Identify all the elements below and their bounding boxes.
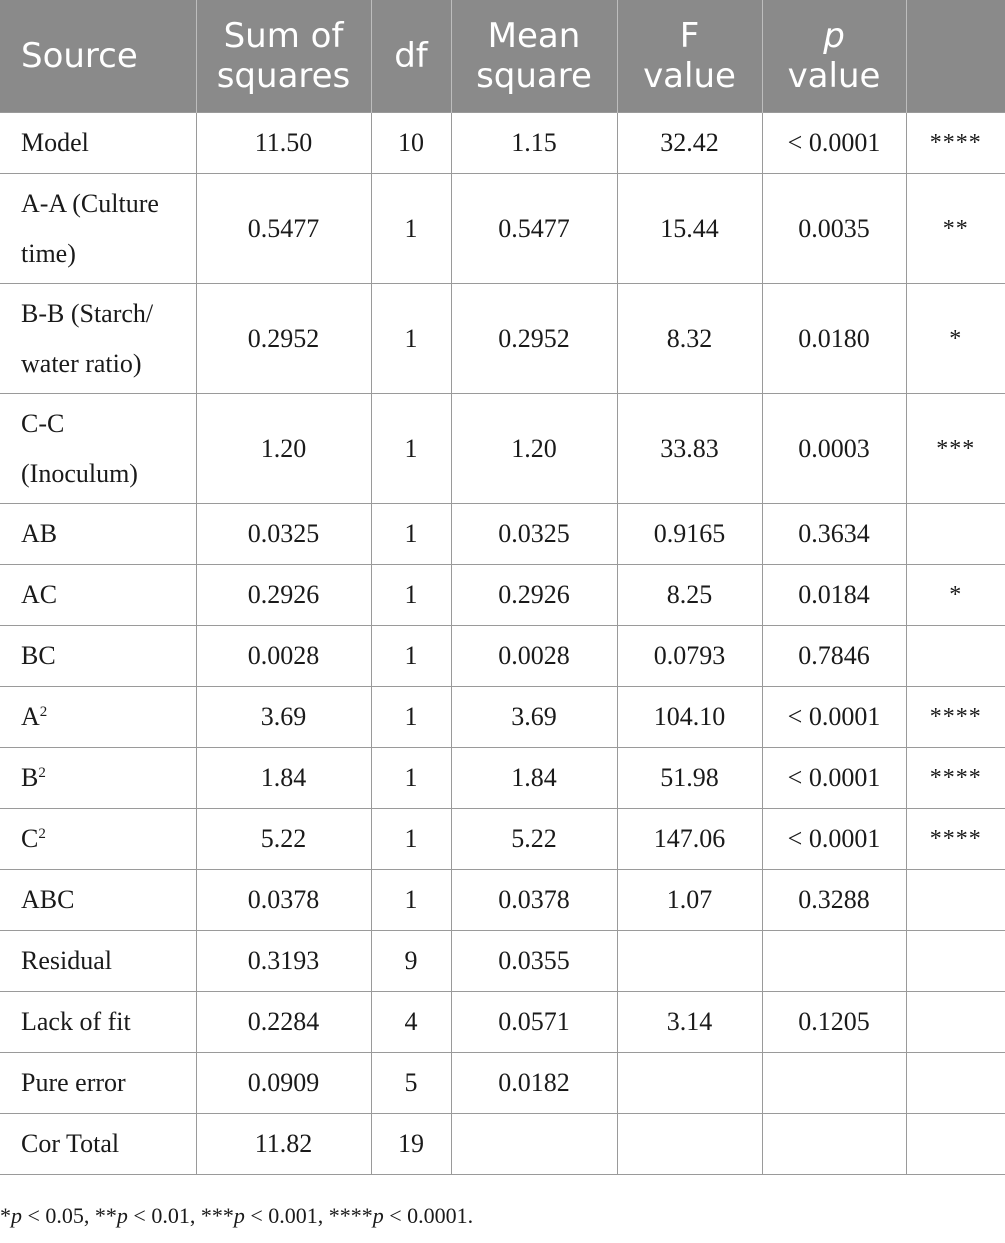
cell-source — [0, 626, 196, 687]
cell-source — [0, 113, 196, 174]
superscript: 2 — [38, 765, 46, 781]
cell-df: 1 — [371, 626, 451, 687]
cell-mean-square: 0.2926 — [451, 565, 617, 626]
footnote-threshold: < 0.05, — [22, 1203, 95, 1228]
source-label: B-B (Starch/ — [21, 298, 154, 328]
cell-sum-of-squares: 0.0028 — [196, 626, 371, 687]
cell-f-value: 51.98 — [617, 748, 762, 809]
cell-source — [0, 992, 196, 1053]
cell-source — [0, 565, 196, 626]
cell-significance: *** — [906, 394, 1005, 504]
cell-df: 1 — [371, 870, 451, 931]
table-row — [0, 1053, 1005, 1114]
cell-significance: **** — [906, 809, 1005, 870]
cell-source — [0, 1053, 196, 1114]
source-label: time) — [21, 238, 76, 268]
cell-source — [0, 1114, 196, 1175]
cell-f-value: 0.0793 — [617, 626, 762, 687]
cell-significance — [906, 1053, 1005, 1114]
header-df: df — [371, 0, 451, 113]
cell-df: 1 — [371, 174, 451, 284]
cell-source — [0, 870, 196, 931]
cell-source — [0, 284, 196, 394]
cell-source — [0, 809, 196, 870]
header-sum-of-squares: Sum of squares — [196, 0, 371, 113]
cell-p-value: < 0.0001 — [762, 748, 906, 809]
cell-p-value — [762, 931, 906, 992]
source-label: Model — [21, 128, 89, 157]
cell-mean-square: 1.20 — [451, 394, 617, 504]
cell-sum-of-squares: 0.2952 — [196, 284, 371, 394]
table-row — [0, 626, 1005, 687]
cell-sum-of-squares: 0.2926 — [196, 565, 371, 626]
cell-df: 1 — [371, 748, 451, 809]
cell-f-value: 1.07 — [617, 870, 762, 931]
footnote-p: p — [233, 1203, 245, 1228]
cell-p-value: 0.1205 — [762, 992, 906, 1053]
cell-p-value: 0.0035 — [762, 174, 906, 284]
cell-significance — [906, 626, 1005, 687]
cell-mean-square: 3.69 — [451, 687, 617, 748]
cell-p-value: < 0.0001 — [762, 113, 906, 174]
cell-f-value: 8.32 — [617, 284, 762, 394]
header-source: Source — [0, 0, 196, 113]
cell-df: 5 — [371, 1053, 451, 1114]
header-f-value: F value — [617, 0, 762, 113]
source-label: Cor Total — [21, 1129, 120, 1158]
cell-f-value — [617, 1114, 762, 1175]
cell-sum-of-squares: 1.20 — [196, 394, 371, 504]
cell-p-value — [762, 1114, 906, 1175]
cell-mean-square: 0.0325 — [451, 504, 617, 565]
table-row — [0, 504, 1005, 565]
table-row — [0, 174, 1005, 284]
cell-f-value — [617, 931, 762, 992]
footnote-p: p — [372, 1203, 384, 1228]
cell-df: 19 — [371, 1114, 451, 1175]
cell-sum-of-squares: 0.0378 — [196, 870, 371, 931]
source-label: (Inoculum) — [21, 458, 138, 488]
cell-df: 1 — [371, 687, 451, 748]
footnote-stars: * — [0, 1203, 11, 1228]
source-label: C — [21, 824, 39, 853]
cell-df: 1 — [371, 565, 451, 626]
superscript: 2 — [39, 704, 48, 720]
table-row — [0, 748, 1005, 809]
cell-p-value: 0.7846 — [762, 626, 906, 687]
cell-mean-square: 1.84 — [451, 748, 617, 809]
footnote-threshold: < 0.01, — [127, 1203, 201, 1228]
cell-f-value — [617, 1053, 762, 1114]
footnote-stars: *** — [200, 1203, 234, 1228]
cell-mean-square — [451, 1114, 617, 1175]
source-label: Pure error — [21, 1068, 126, 1097]
cell-sum-of-squares: 1.84 — [196, 748, 371, 809]
cell-sum-of-squares: 0.5477 — [196, 174, 371, 284]
footnote-stars: **** — [328, 1203, 373, 1228]
source-label: water ratio) — [21, 348, 142, 378]
footnote-threshold: < 0.001, — [244, 1203, 329, 1228]
header-p-value: p value — [762, 0, 906, 113]
cell-df: 1 — [371, 394, 451, 504]
cell-df: 1 — [371, 504, 451, 565]
source-label: ABC — [21, 885, 75, 914]
source-label: A-A (Culture — [21, 188, 159, 218]
cell-f-value: 3.14 — [617, 992, 762, 1053]
cell-p-value: < 0.0001 — [762, 809, 906, 870]
cell-p-value: < 0.0001 — [762, 687, 906, 748]
footnote-p: p — [116, 1203, 128, 1228]
significance-footnote — [0, 1203, 473, 1229]
cell-sum-of-squares: 5.22 — [196, 809, 371, 870]
cell-source — [0, 394, 196, 504]
cell-significance: **** — [906, 113, 1005, 174]
cell-significance — [906, 870, 1005, 931]
table-row — [0, 809, 1005, 870]
cell-f-value: 8.25 — [617, 565, 762, 626]
source-label: AB — [21, 519, 58, 548]
cell-p-value: 0.3634 — [762, 504, 906, 565]
table-row — [0, 565, 1005, 626]
cell-p-value: 0.0003 — [762, 394, 906, 504]
cell-mean-square: 0.0355 — [451, 931, 617, 992]
table-row — [0, 870, 1005, 931]
cell-significance: ** — [906, 174, 1005, 284]
cell-source — [0, 748, 196, 809]
cell-df: 9 — [371, 931, 451, 992]
cell-sum-of-squares: 0.0325 — [196, 504, 371, 565]
superscript: 2 — [38, 826, 46, 842]
cell-f-value: 33.83 — [617, 394, 762, 504]
cell-p-value: 0.0184 — [762, 565, 906, 626]
cell-mean-square: 1.15 — [451, 113, 617, 174]
source-label: C-C — [21, 408, 65, 438]
cell-f-value: 104.10 — [617, 687, 762, 748]
table-header — [0, 0, 1005, 113]
cell-mean-square: 0.0182 — [451, 1053, 617, 1114]
cell-p-value: 0.3288 — [762, 870, 906, 931]
table-body — [0, 113, 1005, 1175]
cell-source — [0, 504, 196, 565]
cell-mean-square: 5.22 — [451, 809, 617, 870]
cell-df: 1 — [371, 284, 451, 394]
table-row — [0, 992, 1005, 1053]
cell-mean-square: 0.5477 — [451, 174, 617, 284]
cell-significance — [906, 992, 1005, 1053]
table-row — [0, 931, 1005, 992]
cell-mean-square: 0.2952 — [451, 284, 617, 394]
cell-sum-of-squares: 11.82 — [196, 1114, 371, 1175]
cell-significance: * — [906, 284, 1005, 394]
cell-source — [0, 174, 196, 284]
cell-mean-square: 0.0028 — [451, 626, 617, 687]
cell-sum-of-squares: 0.0909 — [196, 1053, 371, 1114]
cell-p-value: 0.0180 — [762, 284, 906, 394]
cell-sum-of-squares: 11.50 — [196, 113, 371, 174]
cell-source — [0, 687, 196, 748]
source-label: B — [21, 763, 39, 792]
cell-f-value: 15.44 — [617, 174, 762, 284]
footnote-p: p — [11, 1203, 22, 1228]
source-label: Lack of fit — [21, 1007, 131, 1036]
table-row — [0, 687, 1005, 748]
footnote-stars: ** — [94, 1203, 117, 1228]
cell-significance — [906, 931, 1005, 992]
cell-df: 4 — [371, 992, 451, 1053]
source-label: BC — [21, 641, 56, 670]
cell-sum-of-squares: 0.3193 — [196, 931, 371, 992]
cell-significance: **** — [906, 748, 1005, 809]
cell-mean-square: 0.0571 — [451, 992, 617, 1053]
source-label: Residual — [21, 946, 112, 975]
header-significance — [906, 0, 1005, 113]
cell-source — [0, 931, 196, 992]
table-row — [0, 113, 1005, 174]
header-row — [0, 0, 1005, 113]
cell-f-value: 0.9165 — [617, 504, 762, 565]
cell-significance: * — [906, 565, 1005, 626]
cell-significance — [906, 504, 1005, 565]
cell-sum-of-squares: 0.2284 — [196, 992, 371, 1053]
source-label: A — [21, 702, 40, 731]
cell-p-value — [762, 1053, 906, 1114]
cell-mean-square: 0.0378 — [451, 870, 617, 931]
table-row — [0, 284, 1005, 394]
cell-df: 10 — [371, 113, 451, 174]
table-row — [0, 1114, 1005, 1175]
cell-f-value: 32.42 — [617, 113, 762, 174]
cell-significance: **** — [906, 687, 1005, 748]
source-label: AC — [21, 580, 58, 609]
table-row — [0, 394, 1005, 504]
cell-significance — [906, 1114, 1005, 1175]
cell-f-value: 147.06 — [617, 809, 762, 870]
footnote-threshold: < 0.0001. — [383, 1203, 474, 1228]
cell-df: 1 — [371, 809, 451, 870]
header-mean-square: Mean square — [451, 0, 617, 113]
cell-sum-of-squares: 3.69 — [196, 687, 371, 748]
